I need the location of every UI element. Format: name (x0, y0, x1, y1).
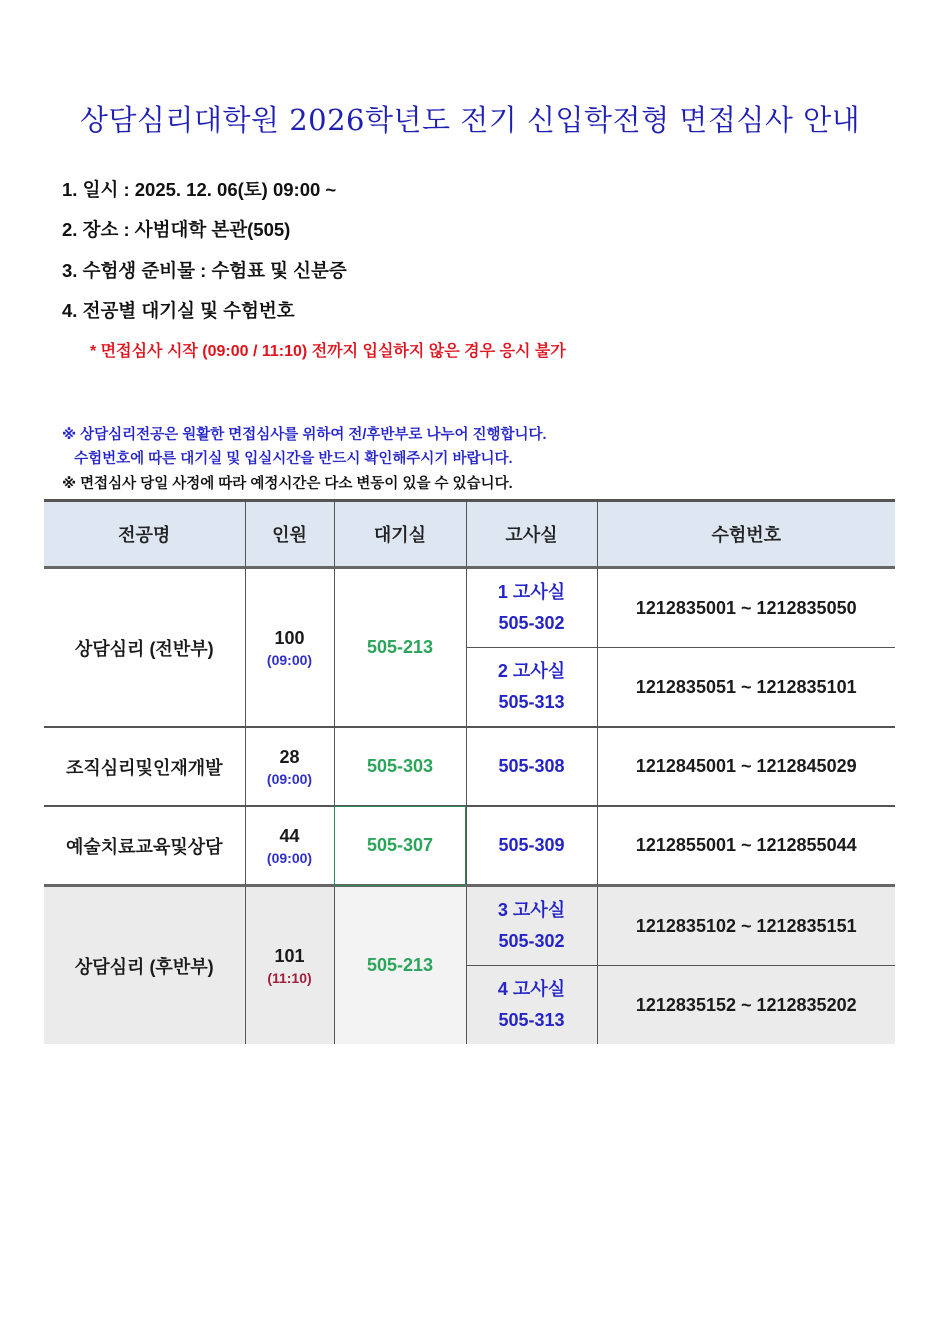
exam-number-range: 1212835102 ~ 1212835151 (597, 886, 895, 966)
count-cell (245, 727, 334, 806)
exam-number-range: 1212855001 ~ 1212855044 (597, 806, 895, 886)
exam-number-range: 1212835152 ~ 1212835202 (597, 966, 895, 1045)
exam-room-label: 3 고사실 (497, 900, 566, 920)
exam-number-range: 1212845001 ~ 1212845029 (597, 727, 895, 806)
header-exam-room: 고사실 (466, 501, 597, 568)
table-row (44, 568, 895, 648)
table-row (44, 727, 895, 806)
header-major: 전공명 (44, 501, 245, 568)
major-cell: 조직심리및인재개발 (44, 727, 245, 806)
exam-room-cell (466, 966, 597, 1045)
header-waiting-room: 대기실 (334, 501, 466, 568)
exam-room-cell: 505-308 (466, 727, 597, 806)
exam-room-label: 4 고사실 (497, 979, 566, 999)
count-value: 101 (274, 945, 305, 966)
time-value: (09:00) (266, 651, 313, 668)
info-rooms-heading: 4. 전공별 대기실 및 수험번호 (62, 300, 295, 321)
time-value: (09:00) (266, 770, 313, 787)
header-count: 인원 (245, 501, 334, 568)
info-datetime: 1. 일시 : 2025. 12. 06(토) 09:00 ~ (62, 179, 337, 200)
exam-room-cell (466, 648, 597, 728)
count-cell (245, 806, 334, 886)
exam-room-cell (466, 568, 597, 648)
note-split-sessions: ※ 상담심리전공은 원활한 면접심사를 위하여 전/후반부로 나누어 진행합니다. (62, 427, 547, 443)
exam-number-range: 1212835001 ~ 1212835050 (597, 568, 895, 648)
time-value: (09:00) (266, 849, 313, 866)
major-cell: 상담심리 (전반부) (44, 568, 245, 728)
exam-room-number: 505-302 (498, 613, 565, 633)
exam-room-cell: 505-309 (466, 806, 597, 886)
count-value: 100 (274, 627, 305, 648)
exam-room-cell (466, 886, 597, 966)
exam-room-number: 505-302 (498, 931, 565, 951)
major-cell: 예술치료교육및상담 (44, 806, 245, 886)
waiting-room-cell: 505-213 (334, 886, 466, 1045)
exam-room-number: 505-313 (498, 692, 565, 712)
info-requirements: 3. 수험생 준비물 : 수험표 및 신분증 (62, 260, 347, 281)
page-title: 상담심리대학원 2026학년도 전기 신입학전형 면접심사 안내 (79, 103, 861, 137)
late-entry-warning: * 면접심사 시작 (09:00 / 11:10) 전까지 입실하지 않은 경우 응시 불가 (90, 343, 566, 360)
info-location: 2. 장소 : 사범대학 본관(505) (62, 219, 291, 240)
waiting-room-cell: 505-213 (334, 568, 466, 728)
waiting-room-cell[interactable]: 505-307 (334, 806, 466, 886)
count-value: 44 (279, 825, 300, 846)
exam-number-range: 1212835051 ~ 1212835101 (597, 648, 895, 728)
count-value: 28 (279, 746, 300, 767)
table-header-row (44, 501, 895, 568)
note-schedule-change: ※ 면접심사 당일 사정에 따라 예정시간은 다소 변동이 있을 수 있습니다. (62, 476, 513, 492)
interview-schedule-table (44, 499, 895, 1044)
major-cell: 상담심리 (후반부) (44, 886, 245, 1045)
time-value: (11:10) (267, 969, 312, 986)
count-cell (245, 568, 334, 728)
waiting-room-cell: 505-303 (334, 727, 466, 806)
count-cell (245, 886, 334, 1045)
exam-room-label: 2 고사실 (497, 661, 566, 681)
header-exam-number: 수험번호 (597, 501, 895, 568)
table-row (44, 806, 895, 886)
exam-room-label: 1 고사실 (497, 582, 566, 602)
exam-room-number: 505-313 (498, 1010, 565, 1030)
table-row (44, 886, 895, 966)
note-check-times: 수험번호에 따른 대기실 및 입실시간을 반드시 확인해주시기 바랍니다. (62, 451, 513, 467)
